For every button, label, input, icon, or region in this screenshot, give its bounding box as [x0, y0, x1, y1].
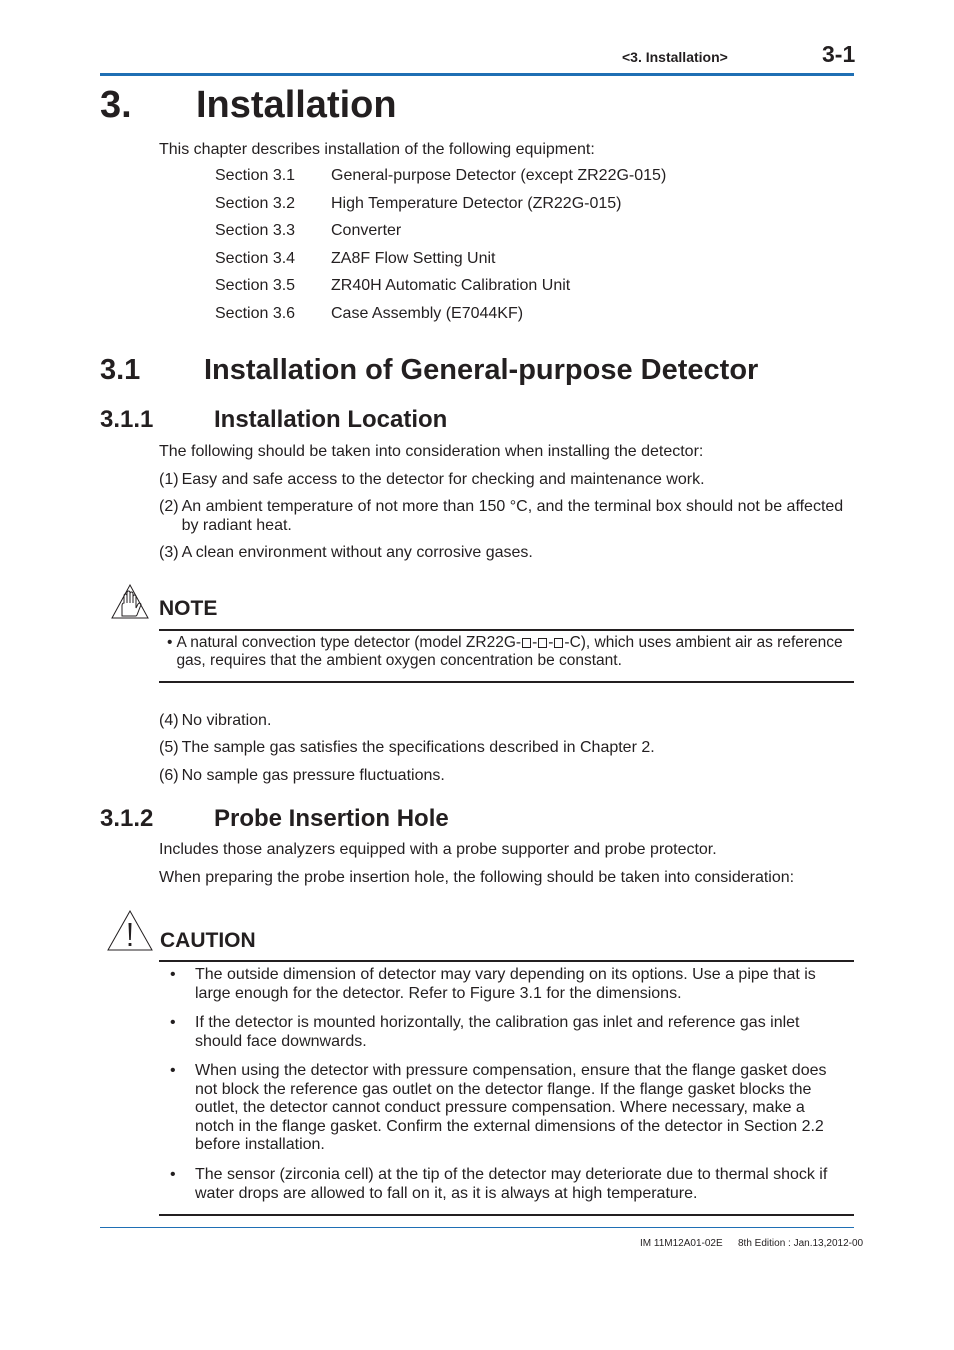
caution-label: CAUTION: [160, 929, 256, 952]
section-number: Section 3.3: [215, 222, 296, 240]
section-3-1-title: Installation of General-purpose Detector: [204, 354, 759, 386]
section-title: Converter: [331, 222, 402, 240]
section-number: Section 3.2: [215, 194, 296, 212]
list-text: No vibration.: [181, 712, 272, 729]
note-text-part: A natural convection type detector (model ZR22G-: [176, 634, 522, 651]
note-separator: -: [548, 634, 554, 651]
section-list: [215, 166, 735, 332]
footer-edition: 8th Edition : Jan.13,2012-00: [738, 1238, 864, 1249]
section-list-item: [215, 304, 735, 332]
note-separator: -: [532, 634, 538, 651]
caution-rule-bottom: [159, 1214, 854, 1216]
note-label: NOTE: [159, 597, 218, 620]
header-rule: [100, 73, 854, 76]
caution-text: If the detector is mounted horizontally, the calibration gas inlet and reference gas inlet should face downwards.: [195, 1014, 800, 1050]
section-list-item: [215, 276, 735, 304]
list-text: No sample gas pressure fluctuations.: [181, 767, 445, 784]
section-title: High Temperature Detector (ZR22G-015): [331, 194, 622, 212]
section-list-item: [215, 166, 735, 194]
section-number: Section 3.6: [215, 304, 296, 322]
note-rule-bottom: [159, 681, 854, 683]
caution-item: [170, 1062, 840, 1155]
list-marker: (1): [159, 471, 179, 488]
placeholder-box-icon: [538, 638, 547, 648]
section-3-1-1-title: Installation Location: [214, 406, 448, 433]
section-title: Case Assembly (E7044KF): [331, 304, 524, 322]
section-3-1-2-paragraph: Includes those analyzers equipped with a probe supporter and probe protector.: [159, 841, 717, 858]
list-item: [159, 711, 854, 730]
running-header-chapter: <3. Installation>: [622, 49, 728, 65]
section-3-1-1-intro: The following should be taken into consideration when installing the detector:: [159, 443, 704, 460]
section-number: Section 3.1: [215, 167, 296, 184]
list-text: Easy and safe access to the detector for checking and maintenance work.: [181, 471, 705, 488]
list-marker: (4): [159, 712, 179, 729]
section-list-item: [215, 249, 735, 277]
list-item: [159, 497, 854, 535]
section-title: ZA8F Flow Setting Unit: [331, 249, 496, 267]
section-3-1-2-title: Probe Insertion Hole: [214, 805, 449, 832]
note-bullet: •: [167, 634, 173, 651]
list-marker: (2): [159, 498, 179, 515]
footer-document-id: IM 11M12A01-02E: [640, 1238, 723, 1249]
caution-text: The outside dimension of detector may vary depending on its options. Use a pipe that is large enough for the detector. Refer to Figure 3.1 for the dimensions.: [195, 966, 816, 1002]
section-title: ZR40H Automatic Calibration Unit: [331, 277, 571, 295]
section-3-1-number: 3.1: [100, 354, 141, 386]
caution-bullet: •: [170, 1014, 176, 1031]
placeholder-box-icon: [554, 638, 563, 648]
section-3-1-1-number: 3.1.1: [100, 406, 154, 433]
section-list-item: [215, 221, 735, 249]
section-list-item: [215, 194, 735, 222]
list-text: The sample gas satisfies the specifications described in Chapter 2.: [181, 739, 655, 756]
list-item: [159, 766, 854, 785]
list-item: [159, 543, 854, 562]
list-text: A clean environment without any corrosive gases.: [181, 544, 533, 561]
chapter-number: 3.: [100, 84, 132, 126]
chapter-title: Installation: [196, 84, 397, 126]
section-3-1-2-paragraph: When preparing the probe insertion hole, the following should be taken into consideration:: [159, 869, 795, 886]
section-3-1-2-number: 3.1.2: [100, 805, 154, 832]
placeholder-box-icon: [522, 638, 531, 648]
footer-rule: [100, 1227, 854, 1228]
page-number: 3-1: [822, 41, 856, 67]
caution-bullet: •: [170, 966, 176, 983]
note-text: [167, 634, 847, 670]
caution-item: [170, 1166, 840, 1203]
section-title: General-purpose Detector (except ZR22G-015): [331, 167, 667, 184]
section-number: Section 3.4: [215, 249, 296, 267]
caution-bullet: •: [170, 1166, 176, 1183]
caution-text: The sensor (zirconia cell) at the tip of the detector may deteriorate due to thermal shock if water drops are allowed to fall on it, as it is always at high temperature.: [195, 1166, 828, 1202]
list-text: An ambient temperature of not more than 150 °C, and the terminal box should not be affected by radiant heat.: [181, 498, 844, 534]
chapter-intro: This chapter describes installation of the following equipment:: [159, 141, 595, 158]
warning-triangle-icon: [107, 910, 153, 952]
section-number: Section 3.5: [215, 277, 296, 295]
caution-text: When using the detector with pressure compensation, ensure that the flange gasket does not block the reference gas outlet on the detector flange. If the flange gasket blocks the outlet, the detector cannot conduct pressure compensation. Where necessary, make a notch in the flange gasket. Confirm the external dimensions of the detector in Section 2.2 before installation.: [195, 1062, 827, 1153]
caution-item: [170, 1014, 840, 1051]
caution-item: [170, 966, 840, 1003]
list-marker: (3): [159, 544, 179, 561]
note-text-part: -C), which uses ambient air as reference gas, requires that the ambient oxygen concentration be constant.: [176, 634, 843, 669]
list-marker: (6): [159, 767, 179, 784]
hand-icon: [110, 584, 150, 620]
list-item: [159, 738, 854, 757]
note-rule-top: [159, 629, 854, 631]
caution-rule-top: [159, 960, 854, 962]
caution-bullet: •: [170, 1062, 176, 1079]
list-item: [159, 470, 854, 489]
note-body: [176, 634, 847, 670]
list-marker: (5): [159, 739, 179, 756]
